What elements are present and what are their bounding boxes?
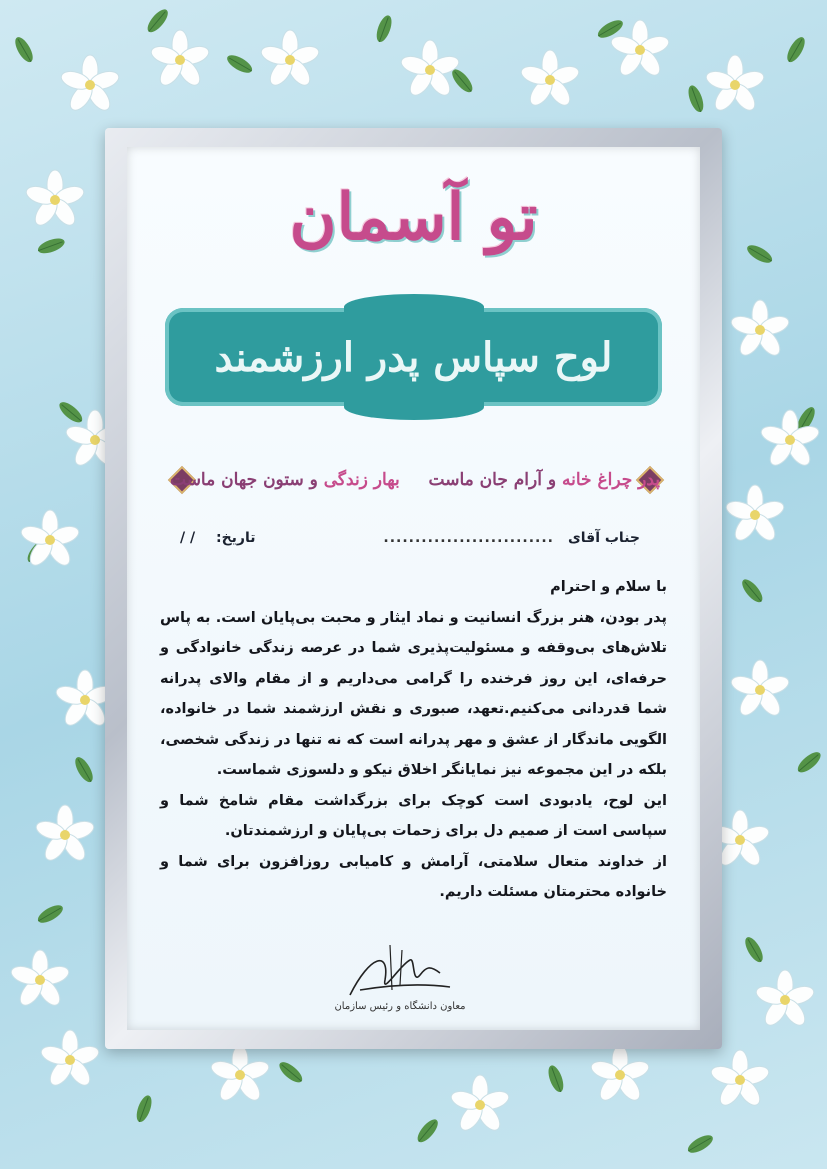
signature-caption: معاون دانشگاه و رئیس سازمان xyxy=(334,1001,466,1012)
brand-logo-title: تو آسمان xyxy=(289,180,538,255)
addressee-blank: ........................... xyxy=(383,530,554,546)
slogans-row xyxy=(170,462,660,498)
paragraph-1: پدر بودن، هنر بزرگ انسانیت و نماد ایثار و محبت بی‌پایان است. به پاس تلاش‌های بی‌وقفه و مسئولیت‌پذیری شما در عرصه زندگی خانوادگی و حرفه‌ای، این روز فرخنده را گرامی می‌داریم و از مقام والای پدرانه شما قدردانی می‌کنیم.تعهد، صبوری و نقش ارزشمند شما در خانواده، الگویی ماندگار از عشق و مهر پدرانه است که نه تنها در زندگی شخصی، بلکه در این مجموعه نیز نمایانگر اخلاق نیکو و دلسوزی شماست. xyxy=(160,609,667,778)
paragraph-2: این لوح، یادبودی است کوچک برای بزرگداشت مقام شامخ شما و سپاسی است از صمیم دل برای زحمات بی‌پایان و ارزشمندتان. xyxy=(160,792,667,839)
slogan-left: بهار زندگی و ستون جهان ماست xyxy=(170,470,400,490)
paragraph-3: از خداوند متعال سلامتی، آرامش و کامیابی روزافزون برای شما و خانواده محترمتان مسئلت داریم. xyxy=(160,853,667,900)
title-banner xyxy=(165,308,662,406)
banner-title: لوح سپاس پدر ارزشمند xyxy=(214,333,613,381)
date-field xyxy=(180,530,256,546)
letter-body xyxy=(160,572,667,908)
recipient-date-row xyxy=(180,530,640,556)
greeting: با سلام و احترام xyxy=(550,579,667,595)
slogan-right: پدر چراغ خانه و آرام جان ماست xyxy=(428,470,660,490)
addressee-label: جناب آقای xyxy=(567,530,640,546)
date-blank: / / xyxy=(180,530,196,546)
date-label: تاریخ: xyxy=(215,530,256,546)
